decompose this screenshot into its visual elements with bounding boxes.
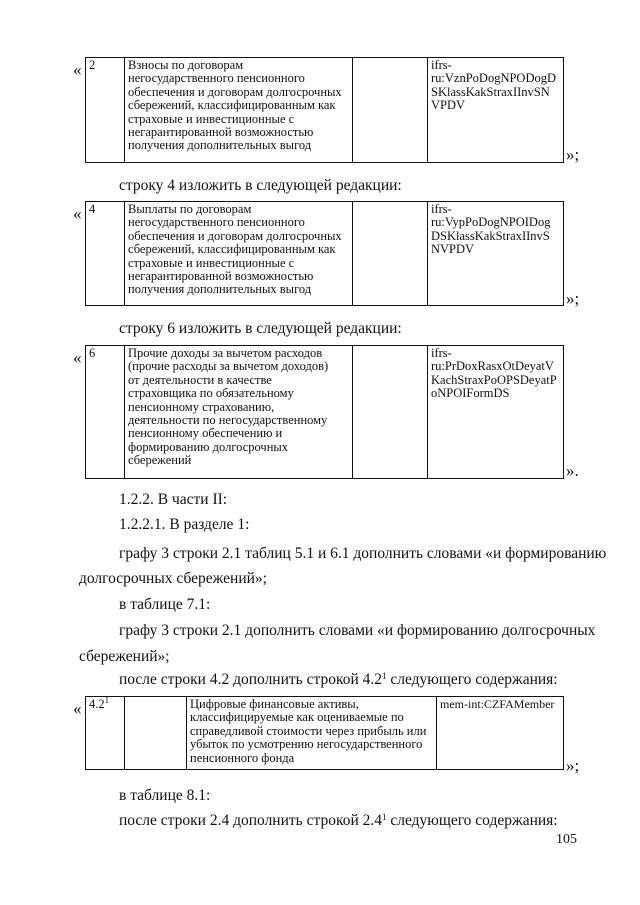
cell-text-line: страховые и инвестиционные с (128, 111, 295, 126)
cell-text-line: пенсионному обеспечению и (128, 426, 283, 441)
cell-text-line: ru:VypPoDogNPOIDog (431, 215, 551, 230)
cell-text-line: сбережений (128, 453, 192, 468)
paragraph-text: следующего содержания: (386, 671, 558, 688)
cell-text-line: негарантированной возможностью (128, 125, 314, 140)
cell-text-line: получения дополнительных выгод (128, 282, 312, 297)
taxonomy-code-cell (428, 346, 564, 479)
cell-text-line: страховые и инвестиционные с (128, 255, 295, 270)
cell-text-line: обеспечения и договорам долгосрочных (128, 228, 342, 243)
taxonomy-code-cell (428, 58, 564, 163)
cell-text-line: негарантированной возможностью (128, 269, 314, 284)
paragraph: 1.2.2.1. В разделе 1: (119, 516, 250, 533)
opening-quote: « (73, 348, 82, 367)
cell-text-line: oNPOIFormDS (431, 386, 510, 401)
row-table-2 (85, 57, 564, 163)
superscript: 1 (382, 671, 387, 681)
cell-text-line: справедливой стоимости через прибыль или (190, 723, 427, 738)
cell-text-line: (прочие расходы за вычетом доходов) (128, 359, 329, 374)
row-number-cell: 4 (86, 202, 125, 306)
empty-cell (353, 346, 428, 479)
paragraph: графу 3 строки 2.1 дополнить словами «и формированию долгосрочных (119, 622, 596, 639)
superscript: 1 (382, 812, 387, 822)
paragraph-text: после строки 2.4 дополнить строкой 2.4 (119, 812, 382, 829)
opening-quote: « (73, 699, 82, 718)
cell-text-line: пенсионному страхованию, (128, 399, 275, 414)
opening-quote: « (73, 60, 82, 79)
cell-text-line: обеспечения и договорам долгосрочных (128, 84, 342, 99)
row-number-cell: 6 (86, 346, 125, 479)
row-number: 4.2 (89, 697, 105, 711)
row-table-4-2-1 (85, 696, 564, 770)
cell-text-line: Прочие доходы за вычетом расходов (128, 346, 323, 360)
cell-text-line: страховщика по обязательному (128, 386, 294, 401)
cell-text-line: деятельности по негосударственному (128, 413, 328, 428)
closing-quote: »; (566, 289, 580, 308)
closing-quote: ». (566, 461, 579, 480)
row-name-cell (125, 346, 353, 479)
cell-text-line: сбережений, классифицированным как (128, 98, 336, 113)
cell-text-line: Цифровые финансовые активы, (190, 697, 359, 711)
empty-cell (353, 58, 428, 163)
paragraph-text: следующего содержания: (386, 812, 558, 829)
paragraph: сбережений»; (79, 648, 170, 665)
cell-text-line: пенсионного фонда (190, 750, 295, 765)
cell-text-line: сбережений, классифицированным как (128, 242, 336, 257)
cell-text-line: Взносы по договорам (128, 58, 244, 72)
empty-cell (125, 697, 187, 770)
row-name-cell (125, 58, 353, 163)
row-number-cell (86, 697, 125, 770)
row-table-6 (85, 345, 564, 479)
cell-text-line: убыток по усмотрению негосударственного (190, 737, 423, 752)
taxonomy-code-cell: mem-int:CZFAMember (437, 697, 564, 770)
closing-quote: »; (566, 145, 580, 164)
row-name-cell (187, 697, 437, 770)
paragraph: в таблице 8.1: (119, 787, 211, 804)
cell-text-line: от деятельности в качестве (128, 372, 272, 387)
paragraph: графу 3 строки 2.1 таблиц 5.1 и 6.1 дополнить словами «и формированию (119, 545, 607, 562)
paragraph (119, 812, 558, 830)
paragraph (119, 671, 558, 689)
paragraph: строку 6 изложить в следующей редакции: (119, 320, 402, 337)
paragraph: 1.2.2. В части II: (119, 491, 228, 508)
opening-quote: « (73, 204, 82, 223)
cell-text-line: негосударственного пенсионного (128, 71, 305, 86)
cell-text-line: негосударственного пенсионного (128, 215, 305, 230)
cell-text-line: формированию долгосрочных (128, 439, 289, 454)
cell-text-line: KachStraxPoOPSDeyatP (431, 372, 557, 387)
page-number: 105 (556, 832, 577, 847)
superscript: 1 (104, 695, 110, 705)
paragraph-text: после строки 4.2 дополнить строкой 4.2 (119, 671, 382, 688)
cell-text-line: SKlassKakStraxIInvSN (431, 84, 550, 99)
paragraph: строку 4 изложить в следующей редакции: (119, 177, 402, 194)
cell-text-line: DSKlassKakStraxIInvS (431, 228, 550, 243)
cell-text-line: ru:PrDoxRasxOtDeyatV (431, 359, 554, 374)
empty-cell (353, 202, 428, 306)
cell-text-line: ifrs- (431, 346, 452, 360)
taxonomy-code-cell (428, 202, 564, 306)
row-name-cell (125, 202, 353, 306)
paragraph: долгосрочных сбережений»; (79, 570, 267, 587)
cell-text-line: классифицируемые как оцениваемые по (190, 710, 404, 725)
cell-text-line: получения дополнительных выгод (128, 138, 312, 153)
cell-text-line: Выплаты по договорам (128, 202, 252, 216)
cell-text-line: VPDV (431, 98, 466, 113)
cell-text-line: ifrs- (431, 202, 452, 216)
row-table-4 (85, 201, 564, 306)
row-number-cell: 2 (86, 58, 125, 163)
paragraph: в таблице 7.1: (119, 596, 211, 613)
cell-text-line: ifrs- (431, 58, 452, 72)
cell-text-line: NVPDV (431, 242, 475, 257)
cell-text-line: ru:VznPoDogNPODogD (431, 71, 556, 86)
closing-quote: »; (566, 756, 580, 775)
